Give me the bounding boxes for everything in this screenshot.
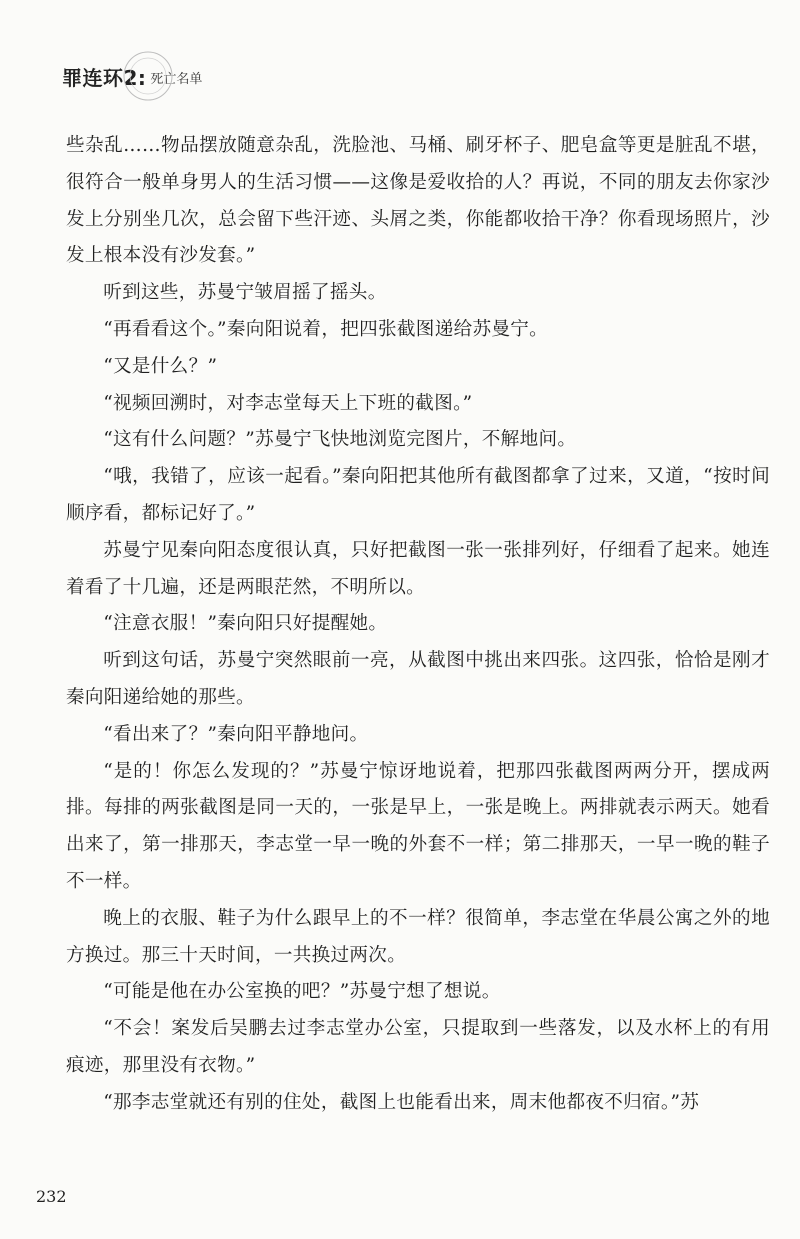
paragraph: “又是什么？” [103,355,218,377]
paragraph: “不会！案发后吴鹏去过李志堂办公室，只提取到一些落发，以及水杯上的有用痕迹，那里没有衣物。” [66,1018,770,1076]
paragraph: “注意衣服！”秦向阳只好提醒她。 [103,613,388,635]
paragraph: “哦，我错了，应该一起看。”秦向阳把其他所有截图都拿了过来，又道，“按时间顺序看，都标记好了。” [66,466,770,524]
page-number: 232 [36,1187,67,1206]
paragraph: “看出来了？”秦向阳平静地问。 [103,723,369,745]
paragraph: 晚上的衣服、鞋子为什么跟早上的不一样？很简单，李志堂在华晨公寓之外的地方换过。那三十天时间，一共换过两次。 [66,907,770,966]
body-text [66,128,770,1122]
paragraph: 些杂乱……物品摆放随意杂乱，洗脸池、马桶、刷牙杯子、肥皂盒等更是脏乱不堪，很符合一般单身男人的生活习惯——这像是爱收拾的人？再说，不同的朋友去你家沙发上分别坐几次，总会留下些汗迹、头屑之类，你能都收拾干净？你看现场照片，沙发上根本没有沙发套。” [66,135,770,267]
book-logo [62,66,202,90]
paragraph: “那李志堂就还有别的住处，截图上也能看出来，周末他都夜不归宿。”苏 [103,1091,700,1113]
paragraph: “这有什么问题？”苏曼宁飞快地浏览完图片，不解地问。 [103,429,577,451]
book-subtitle: 死亡名单 [150,72,203,87]
paragraph: “是的！你怎么发现的？”苏曼宁惊讶地说着，把那四张截图两两分开，摆成两排。每排的两张截图是同一天的，一张是早上，一张是晚上。两排就表示两天。她看出来了，第一排那天，李志堂一早一晚的外套不一样；第二排那天，一早一晚的鞋子不一样。 [66,760,770,892]
paragraph: 听到这些，苏曼宁皱眉摇了摇头。 [103,282,387,304]
paragraph: “再看看这个。”秦向阳说着，把四张截图递给苏曼宁。 [103,318,549,340]
paragraph: 听到这句话，苏曼宁突然眼前一亮，从截图中挑出来四张。这四张，恰恰是刚才秦向阳递给她的那些。 [66,650,770,708]
paragraph: “可能是他在办公室换的吧？”苏曼宁想了想说。 [103,981,501,1003]
paragraph: “视频回溯时，对李志堂每天上下班的截图。” [103,392,473,414]
paragraph: 苏曼宁见秦向阳态度很认真，只好把截图一张一张排列好，仔细看了起来。她连着看了十几遍，还是两眼茫然，不明所以。 [66,539,770,598]
running-header [62,46,202,90]
book-title: 罪连环2: [62,66,147,90]
ring-decoration-icon [118,46,178,106]
